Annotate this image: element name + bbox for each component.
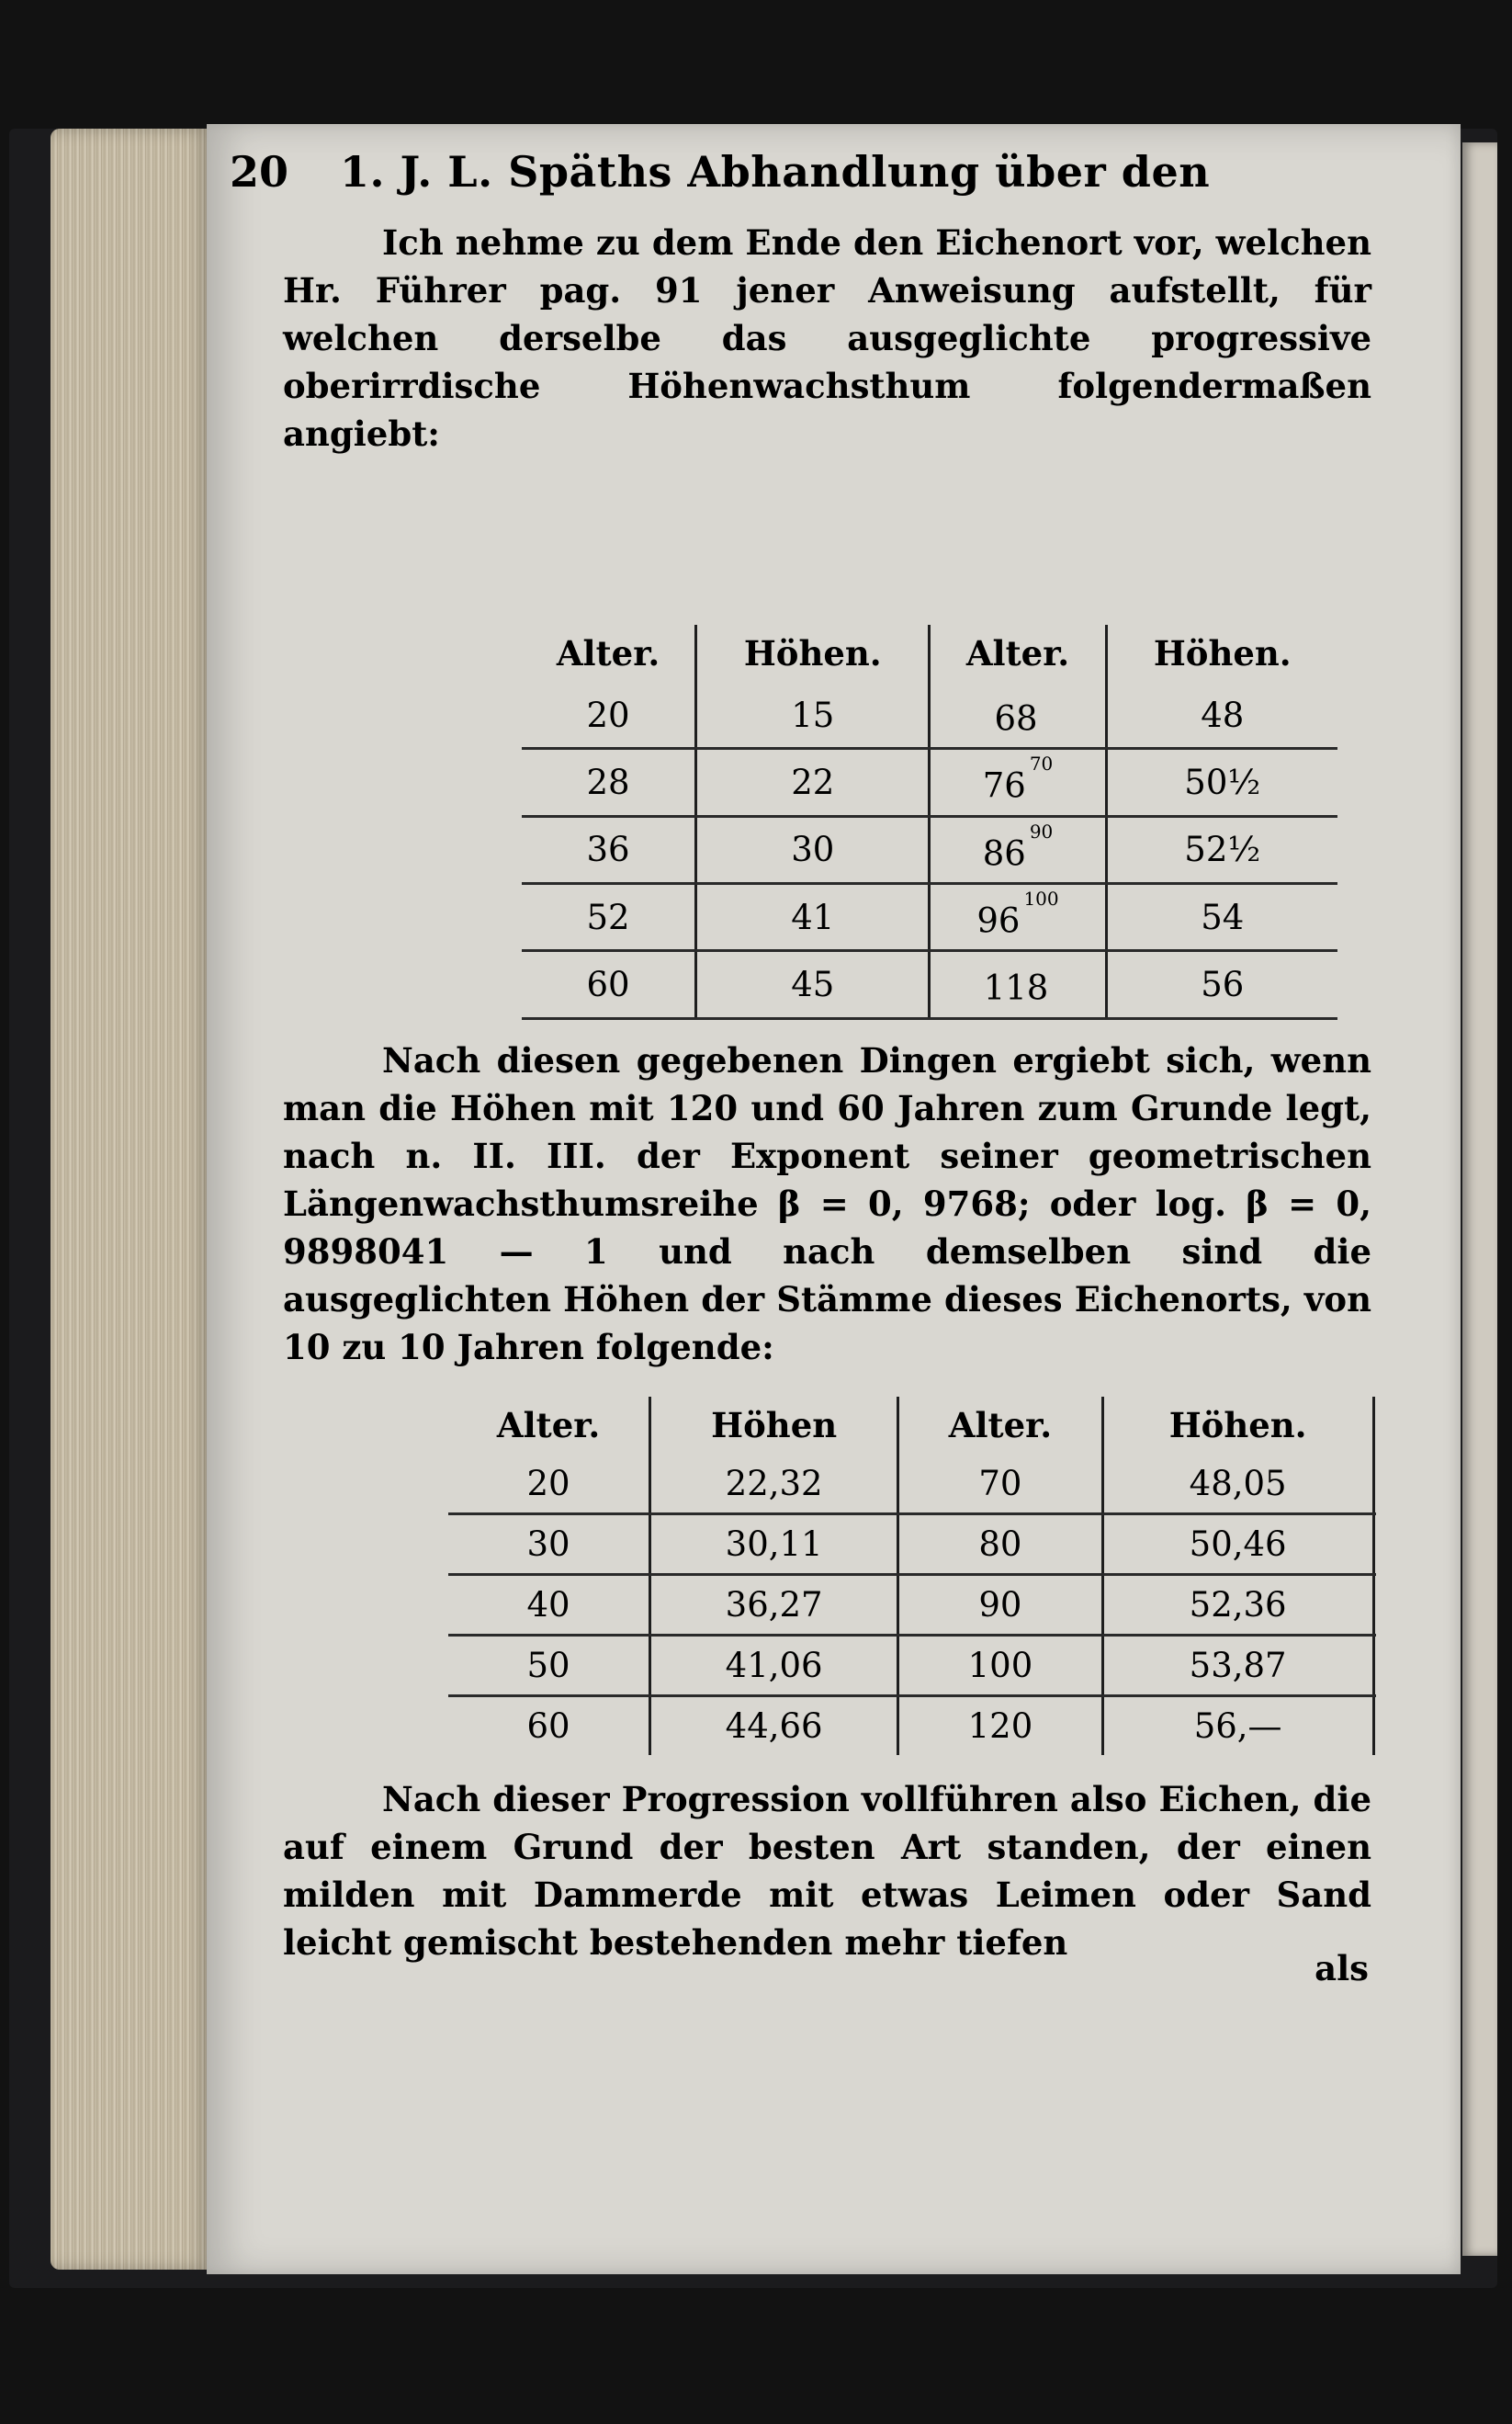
cell-hoehe: 44,66: [650, 1696, 898, 1756]
cell-hoehe: 54: [1106, 883, 1337, 950]
paragraph-derivation: Nach diesen gegebenen Dingen ergiebt sich, wenn man die Höhen mit 120 und 60 Jahren zum Grunde legt, nach n. II. III. der Exponent seiner geometrischen Längenwachsthumsreihe β = 0, 9768; oder log. β = 0, 9898041 — 1 und nach demselben sind die ausgeglichten Höhen der Stämme dieses Eichenorts, von 10 zu 10 Jahren folgende:: [283, 1040, 1371, 1367]
table-row: [522, 683, 1337, 749]
cell-alter-value: 86: [982, 833, 1026, 873]
table-header-row: [448, 1397, 1376, 1455]
table-row: [448, 1636, 1376, 1696]
page-header: [230, 147, 1268, 221]
cell-alter: [930, 683, 1106, 749]
cell-hoehe: 15: [696, 683, 930, 749]
table-row: [522, 749, 1337, 816]
table-header-row: [522, 625, 1337, 683]
cell-hoehe: 53,87: [1102, 1636, 1373, 1696]
table-row: [522, 816, 1337, 883]
cell-alter: [930, 883, 1106, 950]
cell-marginal-mark: 70: [1029, 753, 1054, 776]
table-row: [448, 1514, 1376, 1575]
running-title: 1. J. L. Späths Abhandlung über den: [340, 147, 1211, 197]
paragraph-intro: Ich nehme zu dem Ende den Eichenort vor, welchen Hr. Führer pag. 91 jener Anweisung aufstellt, für welchen derselbe das ausgeglichte progressive oberirrdische Höhenwachsthum folgendermaßen angiebt:: [283, 222, 1371, 454]
cell-alter: 90: [898, 1575, 1103, 1636]
header-alter-1: Alter.: [448, 1397, 650, 1455]
page-edges: [51, 129, 211, 2270]
cell-hoehe: 50,46: [1102, 1514, 1373, 1575]
cell-alter-value: 68: [994, 698, 1038, 739]
header-hoehen-2: Höhen.: [1102, 1397, 1373, 1455]
cell-hoehe: 22,32: [650, 1455, 898, 1514]
table-row: [448, 1696, 1376, 1756]
cell-hoehe: 50½: [1106, 749, 1337, 816]
header-hoehen-1: Höhen.: [696, 625, 930, 683]
cell-alter: 30: [448, 1514, 650, 1575]
empty-extra-column: [1373, 1397, 1376, 1455]
cell-alter: 120: [898, 1696, 1103, 1756]
cell-alter: 36: [522, 816, 696, 883]
growth-table-given: [522, 625, 1337, 1020]
empty-cell: [1373, 1455, 1376, 1514]
cell-alter: 40: [448, 1575, 650, 1636]
cell-hoehe: 41,06: [650, 1636, 898, 1696]
cell-marginal-mark: 90: [1029, 820, 1054, 843]
header-alter-2: Alter.: [930, 625, 1106, 683]
cell-alter: 28: [522, 749, 696, 816]
cell-alter: 20: [522, 683, 696, 749]
header-hoehen-2: Höhen.: [1153, 633, 1292, 674]
cell-alter-value: 118: [983, 968, 1049, 1008]
empty-cell: [1373, 1575, 1376, 1636]
next-page-edge: [1462, 142, 1497, 2256]
cell-alter-value: 76: [982, 765, 1026, 806]
table-row: [448, 1455, 1376, 1514]
cell-hoehe: 56,—: [1102, 1696, 1373, 1756]
cell-hoehe: 30: [696, 816, 930, 883]
cell-alter-value: 96: [976, 901, 1021, 941]
cell-alter: [930, 951, 1106, 1018]
cell-hoehe: 48,05: [1102, 1455, 1373, 1514]
cell-hoehe: 30,11: [650, 1514, 898, 1575]
table-row: [448, 1575, 1376, 1636]
cell-hoehe: 36,27: [650, 1575, 898, 1636]
table-row: [522, 883, 1337, 950]
cell-hoehe: 52½: [1106, 816, 1337, 883]
cell-hoehe: 45: [696, 951, 930, 1018]
cell-alter: 60: [522, 951, 696, 1018]
empty-cell: [1373, 1636, 1376, 1696]
cell-hoehe: 56: [1106, 951, 1337, 1018]
cell-hoehe: 22: [696, 749, 930, 816]
cell-alter: 100: [898, 1636, 1103, 1696]
empty-cell: [1373, 1696, 1376, 1756]
cell-alter: 80: [898, 1514, 1103, 1575]
cell-hoehe: 41: [696, 883, 930, 950]
cell-hoehe: 52,36: [1102, 1575, 1373, 1636]
page-number: 20: [230, 147, 289, 197]
cell-alter: 20: [448, 1455, 650, 1514]
cell-hoehe: 48: [1106, 683, 1337, 749]
cell-alter: [930, 816, 1106, 883]
catchword: als: [1315, 1948, 1369, 1988]
empty-cell: [1373, 1514, 1376, 1575]
cell-alter: 52: [522, 883, 696, 950]
cell-alter: 70: [898, 1455, 1103, 1514]
cell-marginal-mark: 100: [1023, 887, 1059, 910]
growth-table-computed: [448, 1397, 1376, 1755]
table-row: [522, 951, 1337, 1018]
header-hoehen-1: Höhen: [650, 1397, 898, 1455]
cell-alter: 50: [448, 1636, 650, 1696]
cell-alter: [930, 749, 1106, 816]
paragraph-conclusion: Nach dieser Progression vollführen also Eichen, die auf einem Grund der besten Art standen, der einen milden mit Dammerde mit etwas Leimen oder Sand leicht gemischt bestehenden mehr tiefen: [283, 1779, 1371, 1963]
header-alter-2: Alter.: [898, 1397, 1103, 1455]
header-alter-1: Alter.: [522, 625, 696, 683]
cell-alter: 60: [448, 1696, 650, 1756]
